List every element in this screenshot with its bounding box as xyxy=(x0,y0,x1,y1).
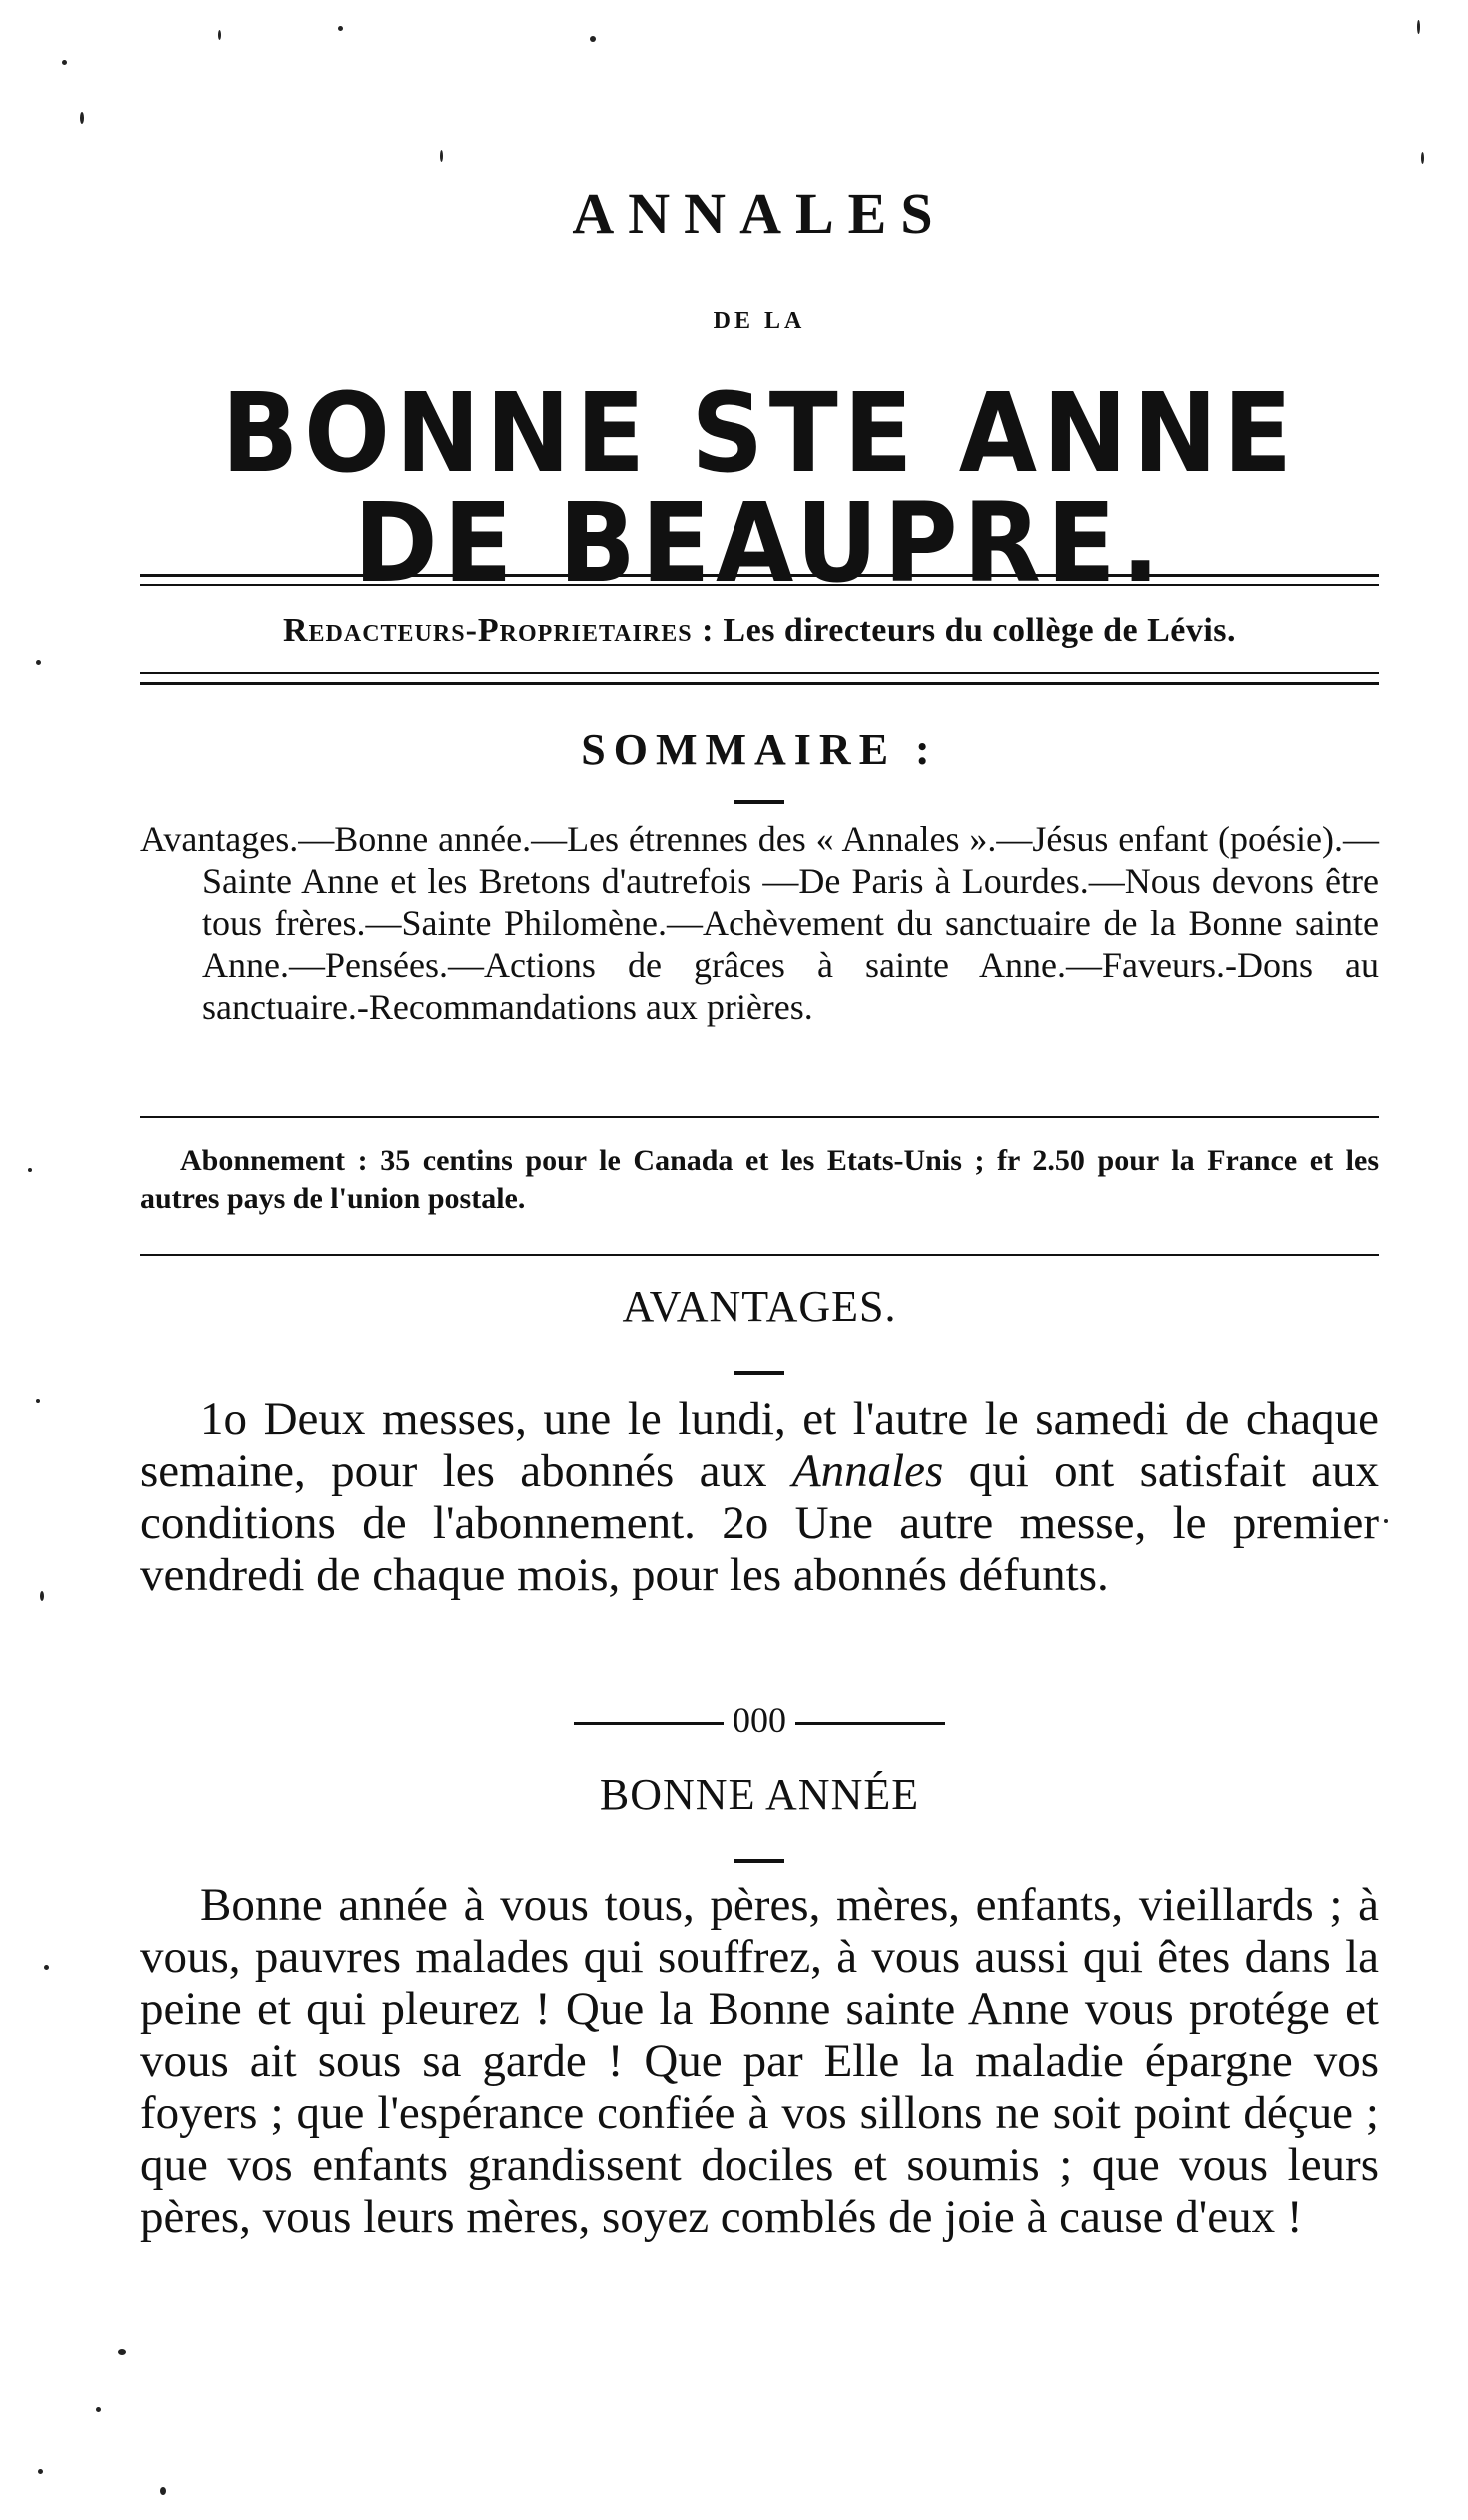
bonne-annee-dash xyxy=(734,1859,784,1863)
print-speck xyxy=(38,2469,43,2474)
sommaire-text: Avantages.—Bonne année.—Les étrennes des « Annales ».—Jésus enfant (poésie).—Sainte Anne et les Bretons d'autrefois —De Paris à Lourdes.—Nous devons être tous frères.—Sainte Philomène.—Achèvement du sanctuaire de la Bonne sainte Anne.—Pensées.—Actions de grâces à sainte Anne.—Faveurs.-Dons au sanctuaire.-Recommandations aux prières. xyxy=(140,819,1379,1027)
print-speck xyxy=(28,1168,32,1172)
redacteurs-line xyxy=(140,612,1379,650)
redacteurs-label: Redacteurs-Proprietaires : xyxy=(282,612,715,649)
publication-main-title: BONNE STE ANNE DE BEAUPRE. xyxy=(221,369,1298,607)
separator-line-right xyxy=(795,1722,945,1725)
print-speck xyxy=(1421,152,1424,164)
publication-subtitle: DE LA xyxy=(713,308,806,334)
avantages-text-italic: Annales xyxy=(791,1445,944,1497)
bonne-annee-heading: BONNE ANNÉE xyxy=(599,1770,920,1819)
header-rule-bottom-2 xyxy=(140,682,1379,685)
avantages-text-before: 1o Deux messes, une le lundi, et l'autre le samedi de chaque semaine, pour les abonnés aux xyxy=(140,1393,1379,1497)
print-speck xyxy=(40,1591,44,1601)
print-speck xyxy=(36,1399,40,1403)
abonnement-rule xyxy=(140,1254,1379,1256)
header-rule-bottom-1 xyxy=(140,672,1379,674)
separator-label: 000 xyxy=(733,1700,786,1740)
print-speck xyxy=(36,660,41,665)
abonnement-text: Abonnement : 35 centins pour le Canada et les Etats-Unis ; fr 2.50 pour la France et les autres pays de l'union postale. xyxy=(140,1144,1379,1215)
avantages-text xyxy=(140,1393,1379,1601)
avantages-dash xyxy=(734,1371,784,1375)
print-speck xyxy=(1417,20,1420,34)
print-speck xyxy=(118,2349,126,2355)
sommaire-rule xyxy=(140,1116,1379,1118)
print-speck xyxy=(80,112,84,124)
avantages-heading: AVANTAGES. xyxy=(622,1282,897,1331)
section-separator xyxy=(140,1699,1379,1741)
sommaire-dash xyxy=(734,800,784,804)
print-speck xyxy=(96,2407,101,2412)
redacteurs-value: Les directeurs du collège de Lévis. xyxy=(723,612,1237,649)
bonne-annee-text: Bonne année à vous tous, pères, mères, enfants, vieillards ; à vous, pauvres malades qui souffrez, à vous aussi qui êtes dans la peine et qui pleurez ! Que la Bonne sainte Anne vous protége et vous ait sous sa garde ! Que par Elle la maladie épargne vos foyers ; que l'espérance confiée à vos sillons ne soit point déçue ; que vos enfants grandissent dociles et soumis ; que vous leurs pères, vous leurs mères, soyez comblés de joie à cause d'eux ! xyxy=(140,1879,1379,2243)
separator-line-left xyxy=(574,1722,724,1725)
publication-title: ANNALES xyxy=(572,181,947,246)
sommaire-heading: SOMMAIRE : xyxy=(581,725,938,774)
print-speck xyxy=(62,60,67,65)
print-speck xyxy=(1384,1519,1388,1523)
header-rule-top-2 xyxy=(140,584,1379,586)
header-rule-top-1 xyxy=(140,574,1379,577)
content-column xyxy=(140,0,1379,2520)
avantages-text-after: qui ont satisfait aux conditions de l'abonnement. 2o Une autre messe, le premier vendredi de chaque mois, pour les abonnés défunts. xyxy=(140,1445,1380,1601)
print-speck xyxy=(44,1965,49,1970)
